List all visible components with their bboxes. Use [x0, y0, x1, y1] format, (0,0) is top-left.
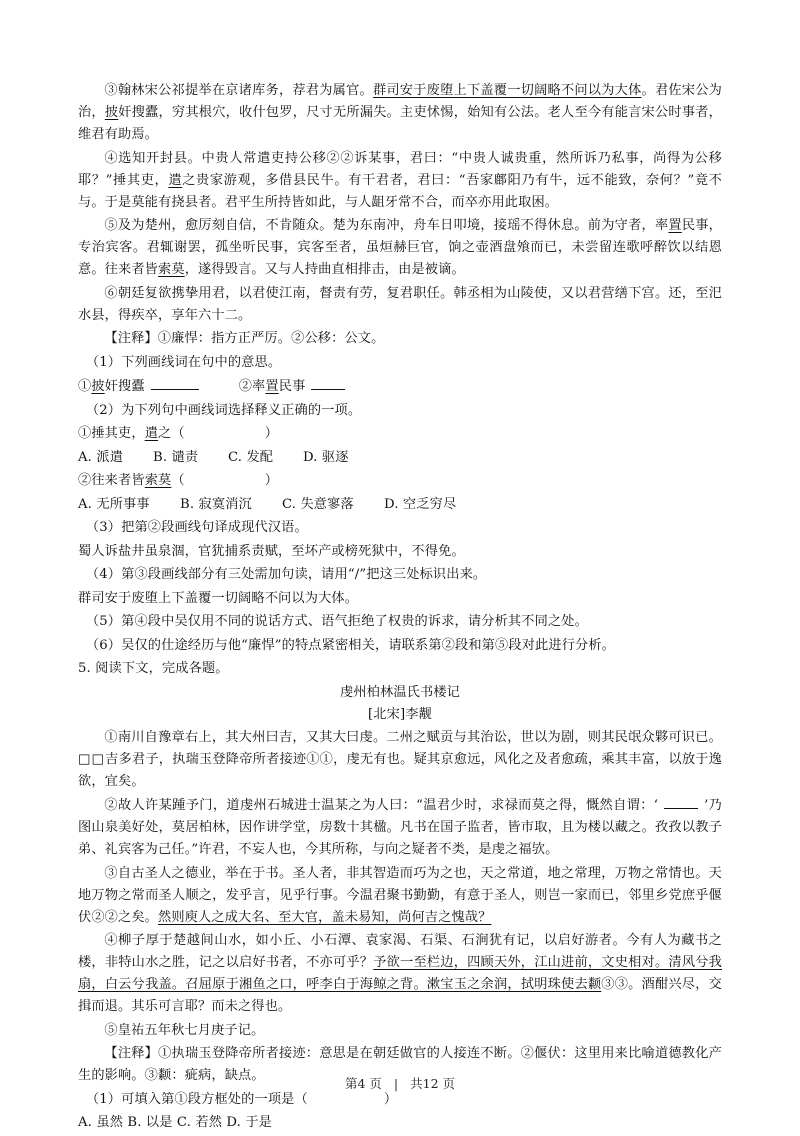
passage-note: 【注释】①廉悍：指方正严厉。②公移：公文。	[104, 331, 385, 346]
answer-blank[interactable]	[151, 375, 199, 390]
question-4-text: 群司安于废堕上下盖覆一切阔略不问以为大体。	[78, 590, 359, 606]
essay-title: 虔州柏林温氏书楼记	[339, 684, 461, 700]
underlined-word: 置	[668, 218, 682, 233]
question-2-item-2-options: A. 无所事事 B. 寂寞消沉 C. 失意寥落 D. 空乏穷尽	[78, 496, 457, 512]
passage-paragraph-6: ⑥朝廷复欲携挚用君，以君使江南，督责有劳，复君职任。韩丞相为山陵使，又以君营缮下宫。还，至汜水县，得疾卒，享年六十二。	[78, 285, 722, 323]
question-1: （1）下列画线词在句中的意思。	[85, 354, 282, 370]
page-footer	[0, 1074, 800, 1092]
underlined-sentence: 予欲一至栏边，四顾天外，江山进前，文史相对。清风兮我扇，白云兮我盖。召屈原于湘鱼之口，呼李白于海鲸之背。漱宝玉之余润，拭明珠使去颣	[78, 955, 722, 992]
total-pages: 共12 页	[410, 1076, 456, 1091]
essay-note: 【注释】①执瑞玉登降帝所者接迹：意思是在朝廷做官的人接连不断。②偃伏：这里用来比喻道德教化产生的影响。③颣：疵病，缺点。	[78, 1046, 722, 1083]
question-2-item-2: ②往来者皆索莫（ ）	[78, 473, 279, 488]
essay-paragraph-3: ③自古圣人之德业，举在于书。圣人者，非其智造而巧为之也，天之常道，地之常理，万物之常情也。天地万物之常而圣人顺之，发乎言，见乎行事。今温君聚书勤勤，有意于圣人，则岂一家而已，邻里乡党庶乎偃伏②②之矣。然则庾人之成大名、至大官，盖未易知，尚何吉之愧哉？	[78, 865, 722, 925]
question-3-text: 蜀人诉盐井虽泉涸，官犹捕系责赋，至坏产或榜死狱中，不得免。	[78, 543, 465, 559]
underlined-sentence: 然则庾人之成大名、至大官，盖未易知，尚何吉之愧哉？	[158, 909, 492, 925]
section-5-header: 5. 阅读下文，完成各题。	[78, 661, 229, 676]
question-2-item-1: ①捶其吏，遣之（ ）	[78, 426, 279, 441]
underlined-word: 遣	[168, 172, 183, 188]
passage-paragraph-3: ③翰林宋公祁提举在京诸库务，荐君为属官。群司安于废堕上下盖覆一切阔略不问以为大体。君佐宋公为治，披奸搜蠹，穷其根穴，收什包罗，尺寸无所漏失。主吏怵惕，始知有公法。老人至今有能言宋公时事者，维君有助焉。	[78, 83, 722, 142]
passage-paragraph-4: ④选知开封县。中贵人常遣吏持公移②②诉某事，君曰：“中贵人诚贵重，然所诉乃私事，尚得为公移耶？”捶其吏，遣之贵家游观，多借县民牛。有干君者，君曰：“吾家鄜阳乃有牛，远不能致，奈何？”竟不与。于是莫能有挠县者。君平生所持皆如此，与人龃牙常不合，而卒亦用此取困。	[78, 150, 723, 210]
underlined-word: 索莫	[158, 262, 185, 277]
underlined-sentence: 群司安于废堕上下盖覆一切阔略不问以为大体	[372, 83, 642, 98]
answer-blank[interactable]	[311, 375, 345, 390]
question-4: （4）第③段画线部分有三处需加句读，请用“/”把这三处标识出来。	[85, 567, 487, 582]
essay-question-1: （1）可填入第①段方框处的一项是（ ）	[85, 1091, 398, 1107]
essay-paragraph-5: ⑤皇祐五年秋七月庚子记。	[104, 1022, 265, 1038]
essay-question-1-options: A. 虽然 B. 以是 C. 若然 D. 于是	[78, 1115, 272, 1130]
question-3: （3）把第②段画线句译成现代汉语。	[85, 520, 308, 535]
footer-separator: |	[393, 1076, 399, 1091]
page-number: 第4 页	[344, 1076, 382, 1091]
question-2-item-1-options: A. 派遣 B. 谴责 C. 发配 D. 驱逐	[78, 449, 349, 465]
quote-blank[interactable]	[664, 794, 698, 809]
question-6: （6）吴仅的仕途经历与他“廉悍”的特点紧密相关，请联系第②段和第⑤段对此进行分析。	[85, 637, 616, 653]
essay-paragraph-2: ②故人许某踵予门，道虔州石城进士温某之为人曰：“温君少时，求禄而莫之得，慨然自谓：‘ ’乃图山泉美好处，莫居柏林，因作讲学堂，房数十其楹。凡书在国子监者，皆市取，且为楼以藏之。孜孜以教子弟、礼宾客为己任。”许君，不妄人也，今其所称，与向之疑者不类，是虔之福欤。	[78, 794, 722, 861]
question-2: （2）为下列句中画线词选择释义正确的一项。	[85, 402, 362, 418]
underlined-word: 披	[104, 105, 119, 120]
fill-in-boxes: □□	[78, 751, 106, 767]
passage-paragraph-5: ⑤及为楚州，愈厉刻自信，不肯随众。楚为东南冲，舟车日叩境，接瑶不得休息。前为守者，率置民事，专治宾客。君辄谢罢，孤坐听民事，宾客至者，虽烜赫巨官，饷之壶酒盘飧而已，未尝留连歌呼醉饮以结恩意。往来者皆索莫，遂得毁言。又与人持曲直相排击，由是被谪。	[78, 218, 723, 277]
essay-author: [北宋]李觏	[368, 707, 432, 722]
page-content	[78, 80, 722, 1136]
question-5: （5）第④段中吴仅用不同的说话方式、语气拒绝了权贵的诉求，请分析其不同之处。	[85, 614, 588, 629]
essay-paragraph-1: ①南川自豫章右上，其大州曰吉，又其大曰虔。二州之赋贡与其治讼，世以为剧，则其民氓众夥可识已。□□吉多君子，执瑞玉登降帝所者接迹①①，虔无有也。疑其京愈远，风化之及者愈疏，乘其丰富，以放于逸欲，宜矣。	[78, 729, 722, 789]
essay-paragraph-4: ④柳子厚于楚越间山水，如小丘、小石潭、袁家渴、石渠、石涧犹有记，以启好游者。今有人为藏书之楼，非特山水之胜，记之以启好书者，不亦可乎？予欲一至栏边，四顾天外，江山进前，文史相对。清风兮我扇，白云兮我盖。召屈原于湘鱼之口，呼李白于海鲸之背。漱宝玉之余润，拭明珠使去颣③③。酒酣兴尽，交揖而退。其乐可言耶？而未之得也。	[78, 933, 722, 1014]
question-1-items: ①披奸搜蠹 ②率置民事	[78, 375, 722, 398]
